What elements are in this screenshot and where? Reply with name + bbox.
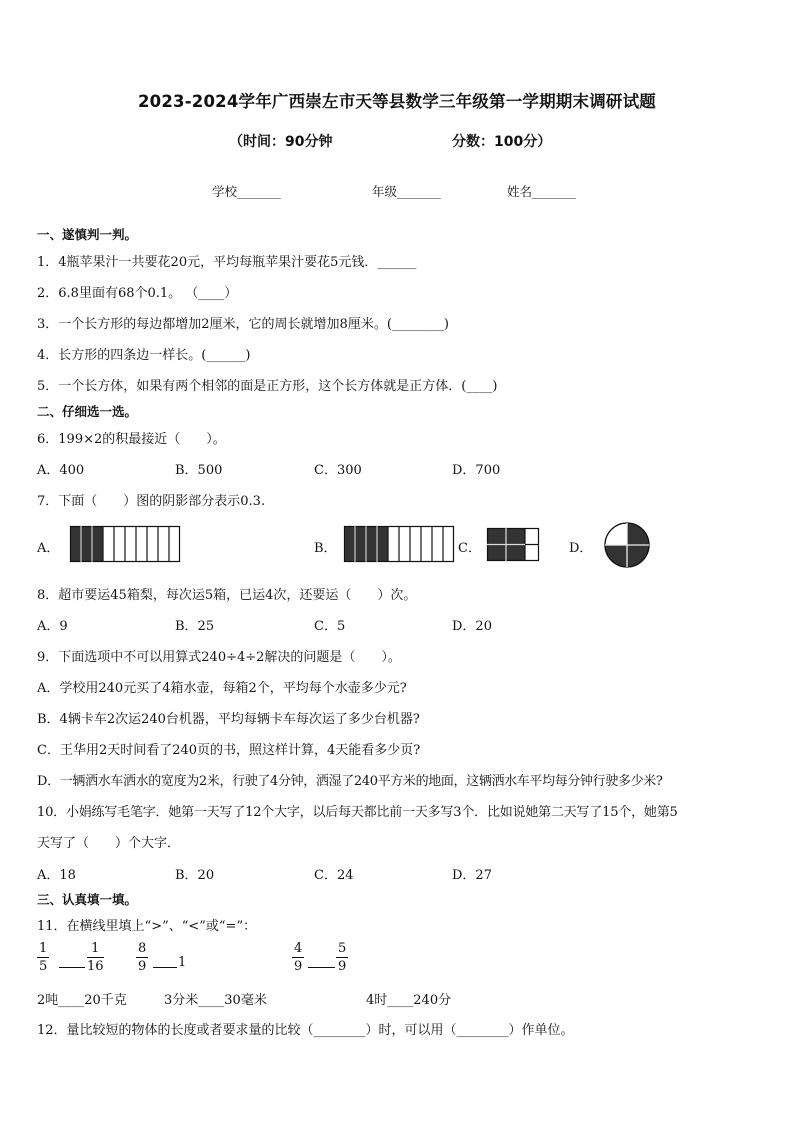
grade-field: 年级_______ <box>372 184 441 199</box>
fraction-denominator: 9 <box>338 959 347 974</box>
q6-option-b: B．500 <box>175 463 223 478</box>
question-1: 1．4瓶苹果汁一共要花20元，平均每瓶苹果汁要花5元钱．______ <box>37 255 417 270</box>
q7-label-c: C． <box>458 541 481 556</box>
q6-option-d: D．700 <box>452 463 501 478</box>
fraction-numerator: 1 <box>87 942 104 958</box>
fraction-denominator: 16 <box>87 959 104 974</box>
question-10-line-1: 10．小娟练写毛笔字．她第一天写了12个大字，以后每天都比前一天多写3个．比如说她第二天写了15个，她第5 <box>37 805 678 820</box>
question-3: 3．一个长方形的每边都增加2厘米，它的周长就增加8厘米。(________) <box>37 317 449 332</box>
school-field: 学校_______ <box>212 184 281 199</box>
q7-label-b: B． <box>314 541 337 556</box>
question-9: 9．下面选项中不可以用算式240÷4÷2解决的问题是（ ）。 <box>37 650 401 665</box>
fraction-numerator: 1 <box>39 941 48 956</box>
q8-option-b: B．25 <box>175 619 215 634</box>
question-7: 7．下面（ ）图的阴影部分表示0.3. <box>37 494 266 509</box>
section-3-title: 三、认真填一填。 <box>37 892 138 907</box>
question-12: 12．量比较短的物体的长度或者要求量的比较（________）时，可以用（________）作单位。 <box>37 1023 574 1038</box>
question-10-line-2: 天写了（ ）个大字． <box>37 836 181 851</box>
fraction-denominator: 9 <box>138 959 147 974</box>
question-8: 8．超市要运45箱梨，每次运5箱，已运4次，还要运（ ）次。 <box>37 588 417 603</box>
q7-label-a: A． <box>37 541 60 556</box>
question-2: 2．6.8里面有68个0.1。 （____） <box>37 286 238 301</box>
answer-blank[interactable] <box>59 967 85 968</box>
answer-blank[interactable] <box>308 967 335 968</box>
name-field: 姓名_______ <box>507 184 576 199</box>
fraction-numerator: 4 <box>294 941 303 956</box>
q8-option-d: D．20 <box>452 619 492 634</box>
q6-option-a: A．400 <box>37 463 85 478</box>
q7-figure-d-circle <box>604 522 650 568</box>
exam-score: 分数：100分） <box>452 134 552 150</box>
unit-compare-2: 3分米____30毫米 <box>164 993 267 1008</box>
q9-option-a: A．学校用240元买了4箱水壶，每箱2个，平均每个水壶多少元? <box>37 681 407 696</box>
q9-option-d: D．一辆洒水车洒水的宽度为2米，行驶了4分钟，洒湿了240平方米的地面，这辆洒水车平均每分钟行驶多少米? <box>37 774 663 789</box>
q6-option-c: C．300 <box>314 463 362 478</box>
fraction-4-9 <box>292 942 304 974</box>
q10-option-c: C．24 <box>314 868 354 883</box>
answer-blank[interactable] <box>153 967 177 968</box>
q7-figure-a-strip <box>70 526 180 562</box>
fraction-1-16 <box>87 942 104 974</box>
fraction-5-9 <box>336 942 348 974</box>
fraction-numerator: 5 <box>338 941 347 956</box>
question-4: 4．长方形的四条边一样长。(______) <box>37 348 251 363</box>
exam-time: （时间：90分钟 <box>229 134 333 150</box>
question-11: 11．在横线里填上“>”、“<”或“=”： <box>37 919 257 934</box>
q7-figure-b-strip <box>344 526 454 562</box>
fraction-denominator: 9 <box>294 959 303 974</box>
question-6: 6．199×2的积最接近（ ）。 <box>37 432 226 447</box>
page-title: 2023-2024学年广西崇左市天等县数学三年级第一学期期末调研试题 <box>138 92 656 111</box>
q8-option-c: C．5 <box>314 619 346 634</box>
q7-label-d: D． <box>569 541 593 556</box>
q9-option-c: C．王华用2天时间看了240页的书，照这样计算，4天能看多少页? <box>37 743 421 758</box>
fraction-denominator: 5 <box>39 959 48 974</box>
q10-option-d: D．27 <box>452 868 492 883</box>
section-1-title: 一、遂慎判一判。 <box>37 227 138 242</box>
q9-option-b: B．4辆卡车2次运240台机器，平均每辆卡车每次运了多少台机器? <box>37 712 420 727</box>
q10-option-b: B．20 <box>175 868 215 883</box>
fraction-8-9 <box>136 942 148 974</box>
q8-option-a: A．9 <box>37 619 68 634</box>
unit-compare-1: 2吨____20千克 <box>37 993 127 1008</box>
q10-option-a: A．18 <box>37 868 76 883</box>
unit-compare-3: 4时____240分 <box>366 993 452 1008</box>
question-5: 5．一个长方体，如果有两个相邻的面是正方形，这个长方体就是正方体．(____) <box>37 379 498 394</box>
fraction-1-5 <box>37 942 49 974</box>
fraction-numerator: 8 <box>138 941 147 956</box>
q7-figure-c-rectangle <box>487 528 539 561</box>
number-one: 1 <box>178 955 187 970</box>
section-2-title: 二、仔细选一选。 <box>37 404 138 419</box>
